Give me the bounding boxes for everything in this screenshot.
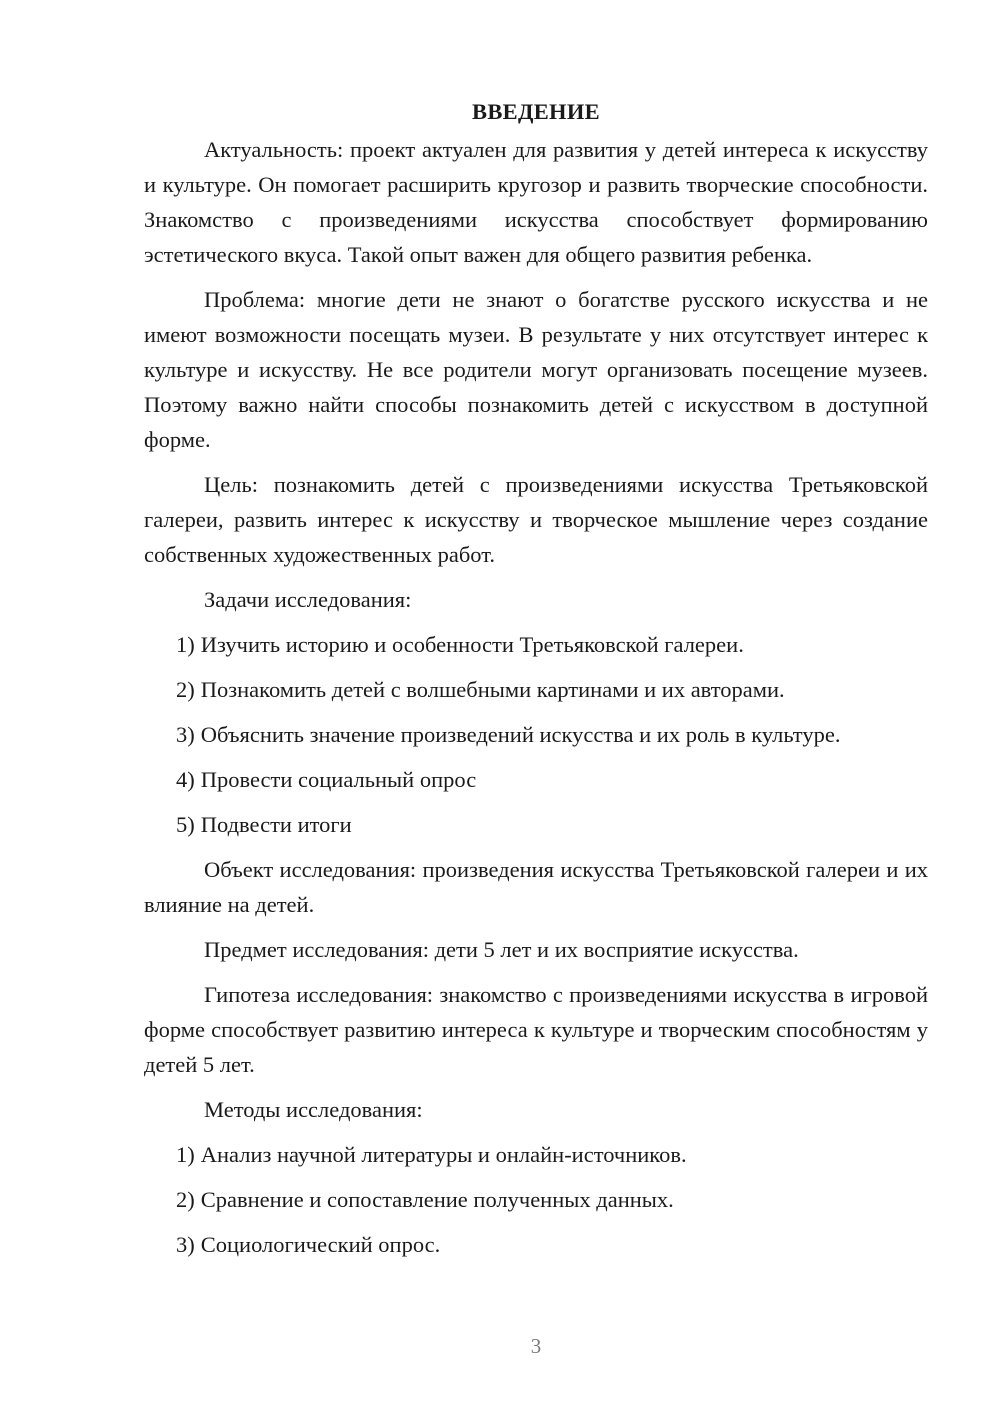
method-number: 1) [176,1142,195,1167]
page-number: 3 [530,1334,542,1358]
section-title: ВВЕДЕНИЕ [472,99,600,124]
task-number: 5) [176,812,195,837]
task-item [144,627,928,662]
task-text: Изучить историю и особенности Третьяковской галереи. [200,632,744,657]
task-text: Подвести итоги [200,812,352,837]
task-number: 3) [176,722,195,747]
method-text: Социологический опрос. [200,1232,441,1257]
task-number: 2) [176,677,195,702]
method-item [144,1227,928,1262]
goal-paragraph: Цель: познакомить детей с произведениями искусства Третьяковской галереи, развить интерес к искусству и творческое мышление через создание собственных художественных работ. [144,472,928,567]
task-text: Познакомить детей с волшебными картинами и их авторами. [200,677,785,702]
task-text: Провести социальный опрос [200,767,477,792]
method-item [144,1182,928,1217]
tasks-heading: Задачи исследования: [204,587,412,612]
method-text: Анализ научной литературы и онлайн-источников. [200,1142,687,1167]
task-item [144,762,928,797]
method-number: 3) [176,1232,195,1257]
method-item [144,1137,928,1172]
task-item [144,717,928,752]
method-number: 2) [176,1187,195,1212]
relevance-paragraph: Актуальность: проект актуален для развития у детей интереса к искусству и культуре. Он помогает расширить кругозор и развить творческие способности. Знакомство с произведениями искусства способствует формированию эстетического вкуса. Такой опыт важен для общего развития ребенка. [144,137,928,267]
problem-paragraph: Проблема: многие дети не знают о богатстве русского искусства и не имеют возможности посещать музеи. В результате у них отсутствует интерес к культуре и искусству. Не все родители могут организовать посещение музеев. Поэтому важно найти способы познакомить детей с искусством в доступной форме. [144,287,928,452]
task-text: Объяснить значение произведений искусства и их роль в культуре. [200,722,841,747]
task-number: 1) [176,632,195,657]
hypothesis-paragraph: Гипотеза исследования: знакомство с произведениями искусства в игровой форме способствует развитию интереса к культуре и творческим способностям у детей 5 лет. [144,982,928,1077]
methods-heading: Методы исследования: [204,1097,423,1122]
task-item [144,672,928,707]
document-page [144,94,928,1262]
task-number: 4) [176,767,195,792]
subject-paragraph: Предмет исследования: дети 5 лет и их восприятие искусства. [204,937,799,962]
object-paragraph: Объект исследования: произведения искусства Третьяковской галереи и их влияние на детей. [144,857,928,917]
method-text: Сравнение и сопоставление полученных данных. [200,1187,674,1212]
task-item [144,807,928,842]
